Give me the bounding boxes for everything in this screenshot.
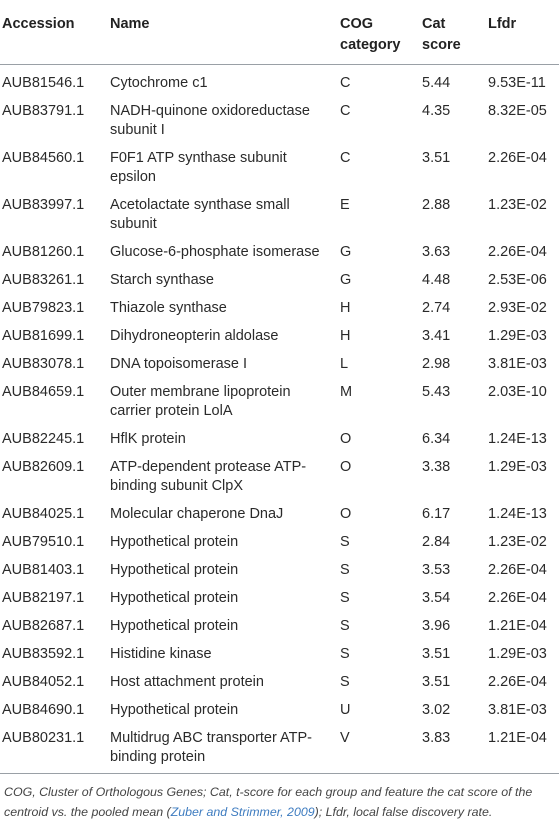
cell-cog-category: S [340, 590, 350, 606]
cell-name: Hypothetical protein [110, 534, 239, 550]
cell-accession: AUB82245.1 [2, 431, 85, 447]
cell-cat-score: 3.38 [422, 459, 451, 475]
cell-lfdr: 3.81E-03 [488, 356, 547, 372]
cell-name: Cytochrome c1 [110, 75, 208, 91]
table-row [0, 267, 559, 295]
cell-cat-score: 2.74 [422, 300, 451, 316]
cell-lfdr: 2.03E-10 [488, 384, 547, 400]
header-cog-line2: category [340, 37, 401, 53]
cell-lfdr: 2.26E-04 [488, 674, 547, 690]
cell-lfdr: 1.23E-02 [488, 197, 547, 213]
table-row [0, 192, 559, 239]
cell-lfdr: 3.81E-03 [488, 702, 547, 718]
table-row [0, 697, 559, 725]
cell-name: Starch synthase [110, 272, 214, 288]
cell-cog-category: H [340, 328, 351, 344]
cell-cog-category: M [340, 384, 353, 400]
cell-name: Thiazole synthase [110, 300, 227, 316]
header-cog-category [334, 0, 416, 65]
cell-cog-category: C [340, 75, 351, 91]
cell-lfdr: 1.24E-13 [488, 506, 547, 522]
cell-accession: AUB83791.1 [2, 103, 85, 119]
cell-accession: AUB82609.1 [2, 459, 85, 475]
cell-cog-category: C [340, 103, 351, 119]
table-header [0, 0, 559, 65]
cell-name: Host attachment protein [110, 674, 264, 690]
cell-lfdr: 2.26E-04 [488, 150, 547, 166]
table-row [0, 65, 559, 98]
table-row [0, 585, 559, 613]
cell-lfdr: 1.29E-03 [488, 459, 547, 475]
cell-cog-category: G [340, 244, 352, 260]
footnote-text-start: COG, Cluster of Orthologous Genes; Cat, t-score for each group and feature the cat score of the centroid vs. the pooled mean ( [4, 785, 533, 819]
cell-cat-score: 5.44 [422, 75, 451, 91]
cell-name: Outer membrane lipoprotein carrier protein LolA [110, 384, 291, 419]
cell-name: Molecular chaperone DnaJ [110, 506, 284, 522]
cell-accession: AUB79510.1 [2, 534, 85, 550]
cell-cat-score: 3.96 [422, 618, 451, 634]
cell-cog-category: U [340, 702, 351, 718]
cell-cog-category: V [340, 730, 350, 746]
cell-accession: AUB81699.1 [2, 328, 85, 344]
cell-cat-score: 6.17 [422, 506, 451, 522]
cell-name: DNA topoisomerase I [110, 356, 248, 372]
table-row [0, 98, 559, 145]
table-row [0, 454, 559, 501]
cell-accession: AUB84025.1 [2, 506, 85, 522]
cell-accession: AUB82687.1 [2, 618, 85, 634]
table-body [0, 65, 559, 774]
cell-lfdr: 2.26E-04 [488, 562, 547, 578]
cell-accession: AUB83997.1 [2, 197, 85, 213]
cell-name: NADH-quinone oxidoreductase subunit I [110, 103, 310, 138]
cell-cat-score: 3.53 [422, 562, 451, 578]
table-row [0, 641, 559, 669]
cell-cat-score: 3.51 [422, 674, 451, 690]
cell-name: Glucose-6-phosphate isomerase [110, 244, 320, 260]
header-cat-line1: Cat [422, 16, 446, 32]
cell-cat-score: 3.51 [422, 150, 451, 166]
header-cat-score [416, 0, 482, 65]
cell-accession: AUB79823.1 [2, 300, 85, 316]
cell-lfdr: 8.32E-05 [488, 103, 547, 119]
table-row [0, 529, 559, 557]
cell-lfdr: 1.21E-04 [488, 618, 547, 634]
cell-lfdr: 2.53E-06 [488, 272, 547, 288]
cell-accession: AUB82197.1 [2, 590, 85, 606]
cell-accession: AUB84052.1 [2, 674, 85, 690]
header-row [0, 0, 559, 65]
cell-accession: AUB84560.1 [2, 150, 85, 166]
table-row [0, 145, 559, 192]
header-name: Name [104, 0, 334, 65]
cell-lfdr: 1.21E-04 [488, 730, 547, 746]
cell-accession: AUB81546.1 [2, 75, 85, 91]
cell-cat-score: 2.98 [422, 356, 451, 372]
cell-name: Acetolactate synthase small subunit [110, 197, 290, 232]
table-row [0, 379, 559, 426]
cell-cat-score: 6.34 [422, 431, 451, 447]
header-lfdr: Lfdr [482, 0, 559, 65]
cell-lfdr: 1.29E-03 [488, 328, 547, 344]
cell-accession: AUB84659.1 [2, 384, 85, 400]
cell-cog-category: S [340, 562, 350, 578]
cell-name: Hypothetical protein [110, 562, 239, 578]
table-row [0, 239, 559, 267]
table-footnote [0, 774, 559, 822]
cell-cat-score: 4.35 [422, 103, 451, 119]
cell-cog-category: S [340, 618, 350, 634]
cell-accession: AUB83592.1 [2, 646, 85, 662]
cell-cog-category: L [340, 356, 349, 372]
cell-lfdr: 1.29E-03 [488, 646, 547, 662]
table-row [0, 725, 559, 774]
footnote-citation-link[interactable]: Zuber and Strimmer, 2009 [170, 805, 315, 819]
cell-cog-category: O [340, 459, 352, 475]
cell-name: Multidrug ABC transporter ATP-binding protein [110, 730, 313, 765]
cell-accession: AUB83261.1 [2, 272, 85, 288]
cell-lfdr: 9.53E-11 [488, 75, 546, 91]
cell-cat-score: 3.02 [422, 702, 451, 718]
cell-name: Hypothetical protein [110, 618, 239, 634]
cell-name: F0F1 ATP synthase subunit epsilon [110, 150, 287, 185]
table-row [0, 426, 559, 454]
table-row [0, 501, 559, 529]
cell-accession: AUB80231.1 [2, 730, 85, 746]
table-row [0, 295, 559, 323]
cell-lfdr: 1.24E-13 [488, 431, 547, 447]
header-cog-line1: COG [340, 16, 374, 32]
cell-cog-category: H [340, 300, 351, 316]
table-row [0, 351, 559, 379]
cell-cat-score: 2.84 [422, 534, 451, 550]
cell-cog-category: S [340, 674, 350, 690]
table-row [0, 613, 559, 641]
cell-cog-category: E [340, 197, 350, 213]
cell-cat-score: 4.48 [422, 272, 451, 288]
cell-lfdr: 2.26E-04 [488, 590, 547, 606]
table-row [0, 557, 559, 585]
table-row [0, 323, 559, 351]
cell-cat-score: 2.88 [422, 197, 451, 213]
footnote-text-end: ); Lfdr, local false discovery rate. [314, 805, 493, 819]
cell-cog-category: O [340, 506, 352, 522]
cell-cog-category: S [340, 646, 350, 662]
cell-name: Dihydroneopterin aldolase [110, 328, 279, 344]
cell-cat-score: 3.63 [422, 244, 451, 260]
cell-lfdr: 2.26E-04 [488, 244, 547, 260]
cell-lfdr: 1.23E-02 [488, 534, 547, 550]
cell-cog-category: G [340, 272, 352, 288]
cell-cog-category: C [340, 150, 351, 166]
table-row [0, 669, 559, 697]
cell-accession: AUB83078.1 [2, 356, 85, 372]
cell-lfdr: 2.93E-02 [488, 300, 547, 316]
cell-name: Histidine kinase [110, 646, 212, 662]
cell-cog-category: S [340, 534, 350, 550]
cell-name: ATP-dependent protease ATP-binding subunit ClpX [110, 459, 307, 494]
cell-cat-score: 3.54 [422, 590, 451, 606]
cell-cat-score: 5.43 [422, 384, 451, 400]
cell-cat-score: 3.41 [422, 328, 451, 344]
cell-name: Hypothetical protein [110, 590, 239, 606]
cell-name: Hypothetical protein [110, 702, 239, 718]
header-cat-line2: score [422, 37, 461, 53]
header-accession: Accession [0, 0, 104, 65]
cell-cat-score: 3.51 [422, 646, 451, 662]
cell-accession: AUB84690.1 [2, 702, 85, 718]
cell-accession: AUB81403.1 [2, 562, 85, 578]
cell-cat-score: 3.83 [422, 730, 451, 746]
cell-accession: AUB81260.1 [2, 244, 85, 260]
cell-cog-category: O [340, 431, 352, 447]
cell-name: HflK protein [110, 431, 186, 447]
